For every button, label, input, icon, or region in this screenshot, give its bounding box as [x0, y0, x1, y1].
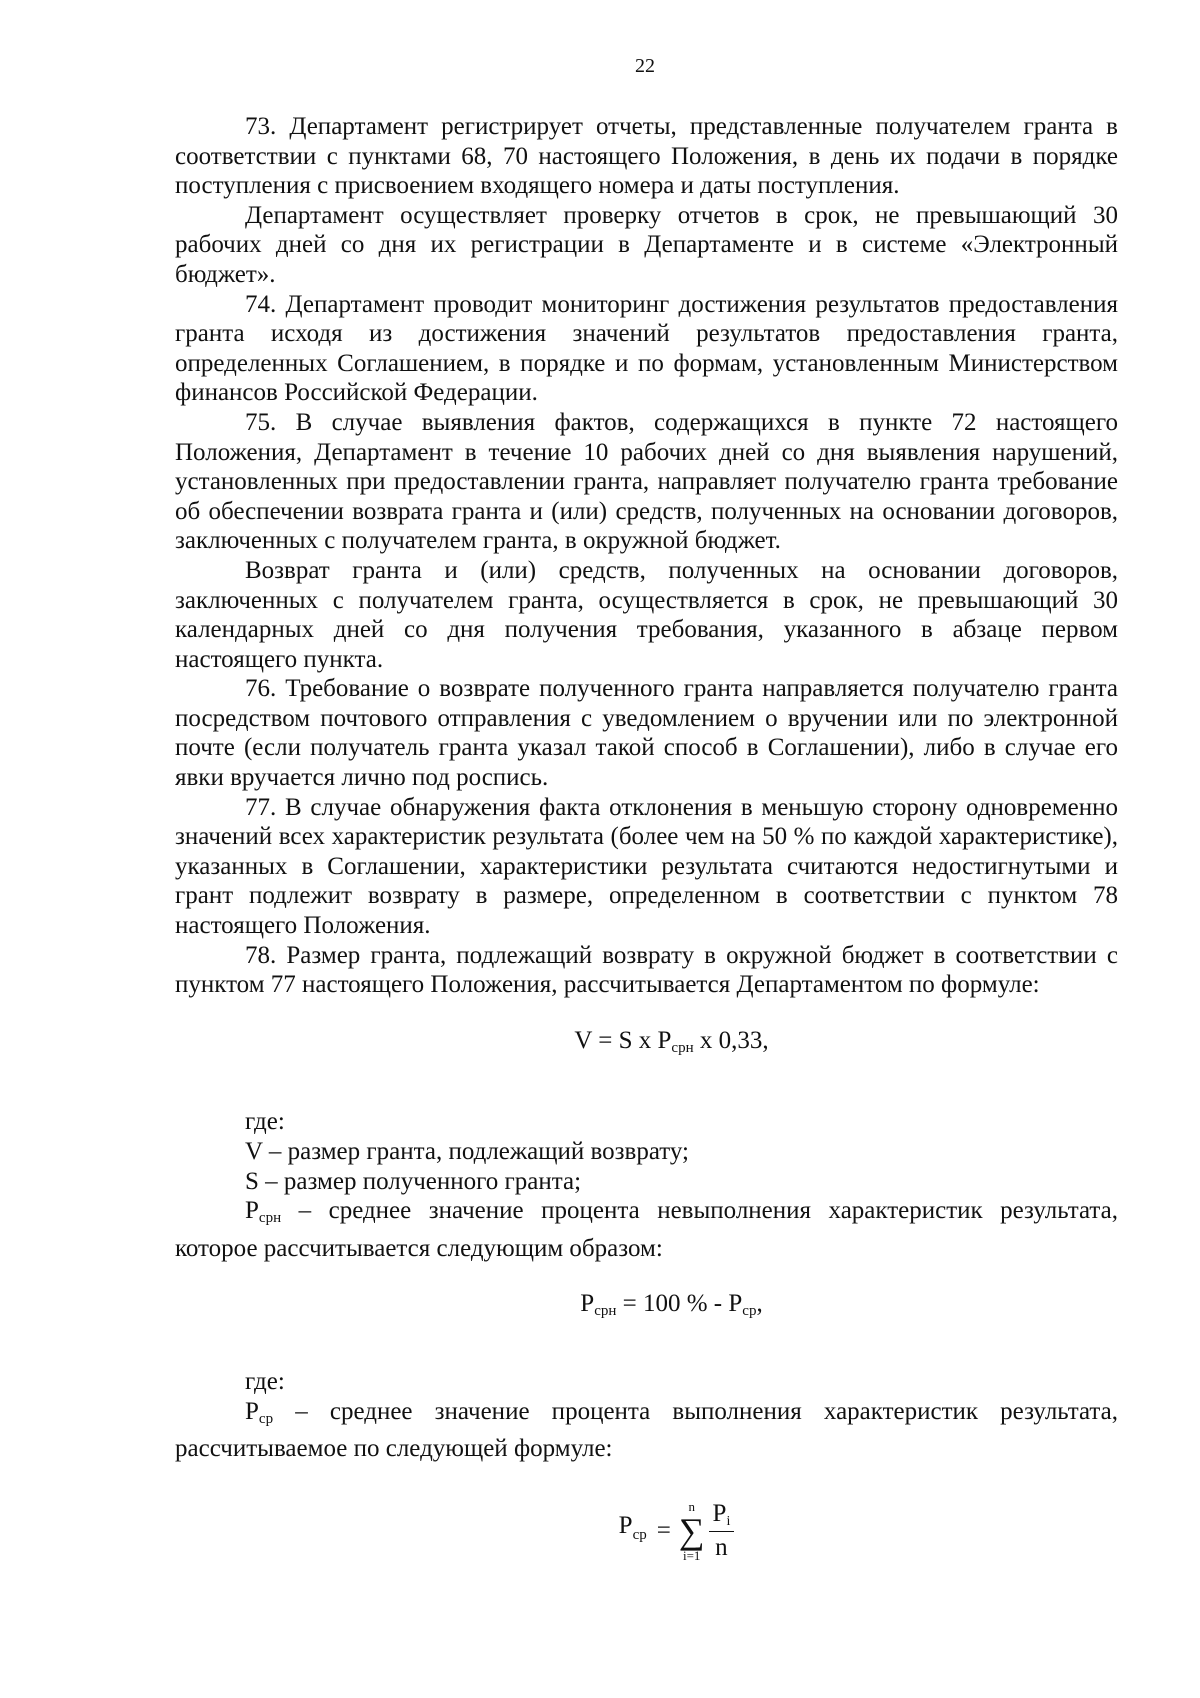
formula-2-right-sub: ср [742, 1303, 757, 1320]
summation-upper-limit: n [688, 1498, 695, 1514]
definition-psr-sub: ср [258, 1410, 274, 1427]
formula-3-lhs [619, 1511, 647, 1551]
page-number: 22 [635, 55, 655, 77]
fraction-numerator [709, 1500, 735, 1532]
document-body [175, 112, 1118, 1562]
paragraph-76: 76. Требование о возврате полученного гранта направляется получателю гранта посредством почтового отправления с уведомлением о вручении или по электронной почте (если получатель гранта указал такой способ в Соглашении), либо в случае его явки вручается лично под роспись. [175, 675, 1118, 792]
definition-psr-text: – среднее значение процента выполнения характеристик результата, рассчитываемое по следующей формуле: [175, 1397, 1118, 1463]
formula-1-right: x 0,33, [693, 1026, 769, 1054]
numerator-symbol: P [712, 1499, 727, 1527]
formula-2-end: , [756, 1290, 763, 1318]
definition-psrn-sub: срн [258, 1210, 282, 1227]
formula-2-left-sub: срн [594, 1303, 617, 1320]
definition-psrn-symbol: P [245, 1197, 259, 1225]
formula-psr-sum [175, 1500, 1118, 1562]
formula-3-lhs-symbol: P [618, 1511, 633, 1539]
formula-2-left: P [580, 1290, 595, 1318]
definition-psrn [175, 1196, 1118, 1263]
definition-psrn-text: – среднее значение процента невыполнения характеристик результата, которое рассчитывается следующим образом: [175, 1197, 1118, 1262]
paragraph-78: 78. Размер гранта, подлежащий возврату в окружной бюджет в соответствии с пунктом 77 настоящего Положения, рассчитывается Департаментом по формуле: [175, 941, 1118, 999]
paragraph-77: 77. В случае обнаружения факта отклонения в меньшую сторону одновременно значений всех характеристик результата (более чем на 50 % по каждой характеристике), указанных в Соглашении, характеристики результата считаются недостигнутыми и грант подлежит возврату в размере, определенном в соответствии с пунктом 78 настоящего Положения. [175, 793, 1118, 940]
definition-psr [175, 1397, 1118, 1464]
summation-symbol [679, 1500, 705, 1562]
formula-1-sub: срн [671, 1039, 694, 1056]
paragraph-73-second: Департамент осуществляет проверку отчетов в срок, не превышающий 30 рабочих дней со дня их регистрации в Департаменте и в системе «Электронный бюджет». [175, 201, 1118, 288]
paragraph-75: 75. В случае выявления фактов, содержащихся в пункте 72 настоящего Положения, Департамент в течение 10 рабочих дней со дня выявления нарушений, установленных при предоставлении гранта, направляет получателю гранта требование об обеспечении возврата гранта и (или) средств, полученных на основании договоров, заключенных с получателем гранта, в окружной бюджет. [175, 408, 1118, 555]
formula-2-middle: = 100 % - P [616, 1290, 743, 1318]
paragraph-74: 74. Департамент проводит мониторинг достижения результатов предоставления гранта исходя из достижения значений результатов предоставления гранта, определенных Соглашением, в порядке и по формам, установленным Министерством финансов Российской Федерации. [175, 290, 1118, 407]
definition-s: S – размер полученного гранта; [245, 1167, 582, 1195]
formula-grant-return [175, 1026, 1118, 1064]
formula-psrn [175, 1289, 1118, 1327]
fraction-denominator: n [715, 1534, 728, 1562]
summation-lower-limit: i=1 [682, 1547, 701, 1563]
formula-3-equals: = [656, 1516, 671, 1544]
formula-1-left: V = S x P [574, 1026, 672, 1054]
numerator-sub: i [726, 1513, 731, 1529]
where-label-1: где: [245, 1108, 285, 1136]
paragraph-75-second: Возврат гранта и (или) средств, полученных на основании договоров, заключенных с получателем гранта, осуществляется в срок, не превышающий 30 календарных дней со дня получения требования, указанного в абзаце первом настоящего пункта. [175, 556, 1118, 673]
definition-psr-symbol: P [245, 1397, 259, 1425]
where-label-2: где: [245, 1367, 285, 1395]
definition-v: V – размер гранта, подлежащий возврату; [245, 1138, 689, 1165]
fraction [709, 1500, 735, 1562]
paragraph-73: 73. Департамент регистрирует отчеты, представленные получателем гранта в соответствии с пунктами 68, 70 настоящего Положения, в день их подачи в порядке поступления с присвоением входящего номера и даты поступления. [175, 113, 1118, 200]
sigma-sign: ∑ [678, 1510, 705, 1551]
formula-3-lhs-sub: ср [632, 1526, 647, 1543]
